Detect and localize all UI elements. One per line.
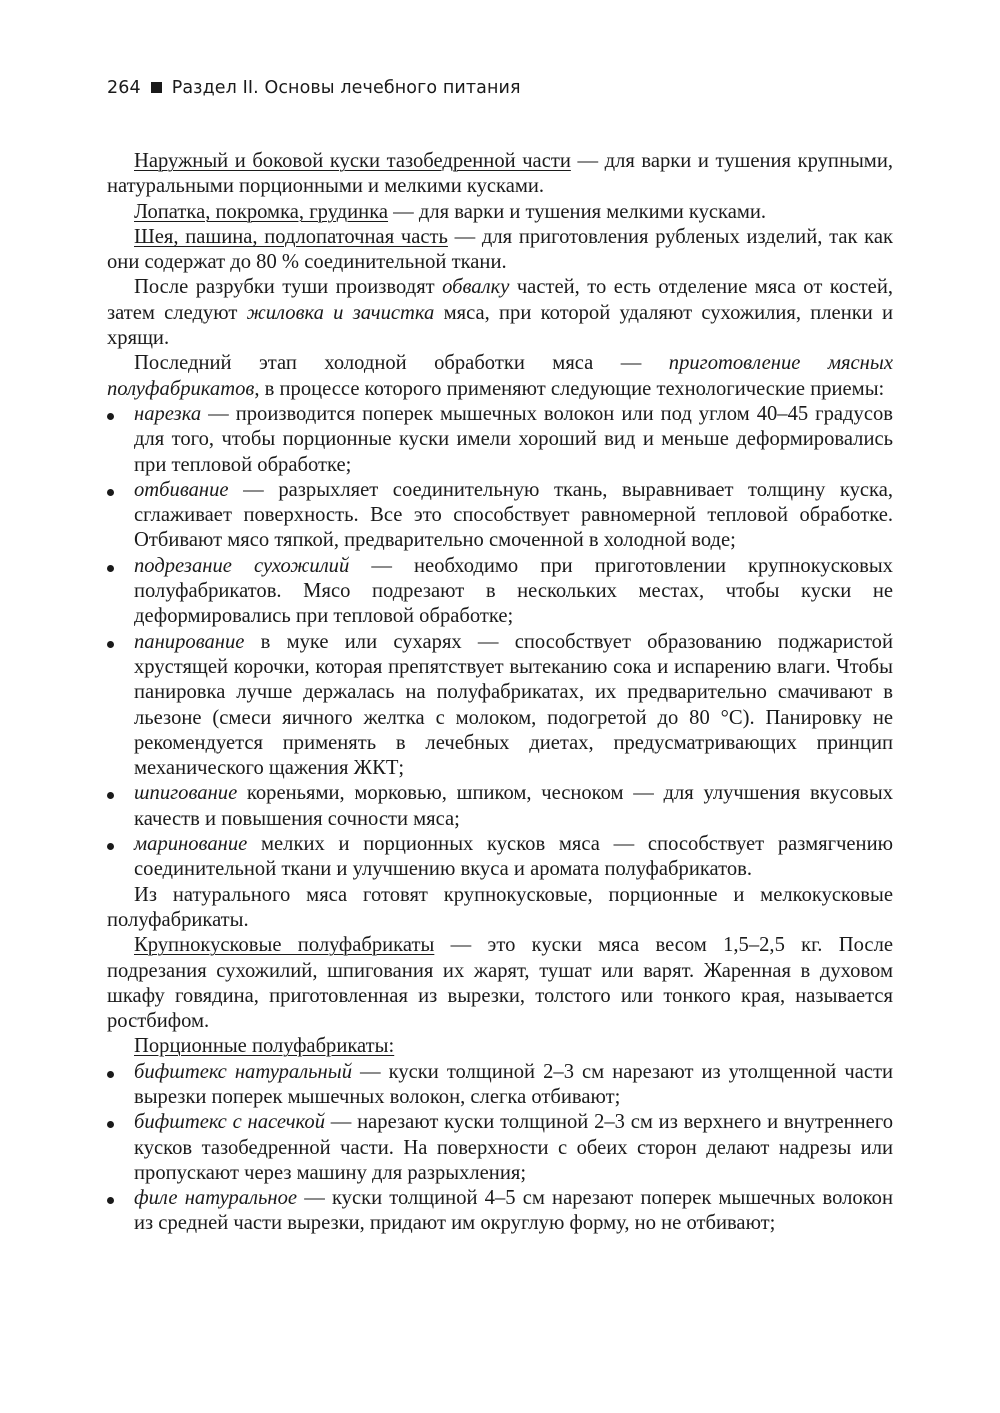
term-trimming: жиловка и зачистка	[246, 301, 435, 324]
list-item-text: в муке или сухарях — способствует образованию поджаристой хрустящей корочки, которая препятствует вытеканию сока и испарению влаги. Чтобы панировка лучше держалась на полуфабрикатах, их предварительно смачивают в льезоне (смеси яичного желтка с молоком, подогретой до 80 °С). Панировку не рекомендуется применять в лечебных диетах, предусматривающих принцип механического щажения ЖКТ;	[134, 630, 893, 780]
paragraph-text: — это куски мяса весом 1,5–2,5 кг. После подрезания сухожилий, шпигования их жарят, тушат или варят. Жаренная в духовом шкафу говядина, приготовленная из вырезки, толстого или тонкого края, называется ростбифом.	[107, 934, 893, 1033]
list-item-term: бифштекс с насечкой	[134, 1111, 326, 1134]
list-item	[107, 478, 893, 554]
bullet-icon	[107, 1071, 114, 1078]
square-bullet-icon	[151, 82, 162, 93]
list-item-term: маринование	[134, 833, 248, 856]
bullet-icon	[107, 1121, 114, 1128]
list-item-term: шпигование	[134, 782, 238, 805]
paragraph-shoulder	[107, 200, 893, 225]
term-semi-finished: приготовление мясных полуфабрикатов	[107, 352, 893, 400]
term-shoulder: Лопатка, покромка, грудинка	[134, 200, 389, 223]
term-large-pieces: Крупнокусковые полуфабрикаты	[134, 934, 435, 957]
paragraph-portion-heading	[107, 1034, 893, 1059]
term-portion: Порционные полуфабрикаты:	[134, 1035, 395, 1058]
list-item-text: мелких и порционных кусков мяса — способствует размягчению соединительной ткани и улучшению вкуса и аромата полуфабрикатов.	[134, 833, 893, 881]
paragraph-deboning	[107, 275, 893, 351]
term-deboning: обвалку	[442, 276, 510, 299]
bullet-icon	[107, 413, 114, 420]
paragraph-text: частей, то есть отделение мяса от костей, затем следуют	[107, 276, 893, 324]
page-number: 264	[107, 78, 141, 98]
paragraph-outer-side-pieces	[107, 149, 893, 200]
list-item-term: панирование	[134, 630, 245, 653]
bullet-icon	[107, 843, 114, 850]
paragraph-text: , в процессе которого применяют следующие технологические приемы:	[254, 377, 885, 400]
list-item-text: кореньями, морковью, шпиком, чесноком — для улучшения вкусовых качеств и повышения сочности мяса;	[134, 782, 893, 830]
paragraph-text: После разрубки туши производят	[134, 276, 443, 299]
bullet-icon	[107, 641, 114, 648]
paragraph-text: — для варки и тушения крупными, натуральными порционными и мелкими кусками.	[107, 150, 893, 198]
list-item	[107, 1186, 893, 1237]
bullet-icon	[107, 489, 114, 496]
term-outer-side-pieces: Наружный и боковой куски тазобедренной части	[134, 150, 571, 172]
paragraph-text: — для варки и тушения мелкими кусками.	[388, 200, 767, 223]
list-item-term: подрезание сухожилий	[134, 554, 350, 577]
list-item	[107, 402, 893, 478]
list-item	[107, 1060, 893, 1111]
list-item-text: — нарезают куски толщиной 2–3 см из верхнего и внутреннего кусков тазобедренной части. На поверхности с обеих сторон делают надрезы или пропускают через машину для разрыхления;	[134, 1111, 894, 1184]
section-title: Раздел II. Основы лечебного питания	[171, 78, 521, 98]
list-item-term: бифштекс натуральный	[134, 1060, 352, 1083]
list-item	[107, 781, 893, 832]
paragraph-last-stage	[107, 351, 893, 402]
paragraph-text: — для приготовления рубленых изделий, так как они содержат до 80 % соединительной ткани.	[107, 225, 894, 274]
term-neck: Шея, пашина, подлопаточная часть	[134, 225, 448, 248]
list-item-term: отбивание	[134, 478, 229, 501]
list-item-term: нарезка	[134, 402, 202, 425]
bullet-icon	[107, 1197, 114, 1204]
list-item	[107, 630, 893, 782]
bullet-icon	[107, 565, 114, 572]
paragraph-natural-meat: Из натурального мяса готовят крупнокусковые, порционные и мелкокусковые полуфабрикаты.	[107, 883, 893, 931]
list-item-term: филе натуральное	[134, 1187, 298, 1210]
portion-list	[107, 1060, 893, 1237]
list-item-text: — производится поперек мышечных волокон или под углом 40–45 градусов для того, чтобы порционные куски имели хороший вид и меньше деформировались при тепловой обработке;	[134, 402, 893, 476]
page-body	[107, 149, 893, 1237]
paragraph-text: Последний этап холодной обработки мяса —	[134, 352, 669, 375]
techniques-list	[107, 402, 893, 883]
list-item-text: — куски толщиной 2–3 см нарезают из утолщенной части вырезки поперек мышечных волокон, слегка отбивают;	[134, 1060, 894, 1108]
list-item-text: — куски толщиной 4–5 см нарезают поперек мышечных волокон из средней части вырезки, придают им округлую форму, но не отбивают;	[134, 1187, 893, 1235]
paragraph-text: мяса, при которой удаляют сухожилия, пленки и хрящи.	[107, 301, 894, 350]
list-item-text: — необходимо при приготовлении крупнокусковых полуфабрикатов. Мясо подрезают в нескольких местах, чтобы куски не деформировались при тепловой обработке;	[134, 554, 893, 628]
list-item	[107, 832, 893, 883]
running-header	[107, 78, 521, 98]
bullet-icon	[107, 792, 114, 799]
list-item	[107, 554, 893, 630]
list-item	[107, 1110, 893, 1186]
paragraph-neck	[107, 225, 893, 276]
paragraph-large-pieces	[107, 933, 893, 1034]
list-item-text: — разрыхляет соединительную ткань, выравнивает толщину куска, сглаживает поверхность. Все это способствует равномерной тепловой обработке. Отбивают мясо тяпкой, предварительно смоченной в холодной воде;	[134, 478, 893, 552]
